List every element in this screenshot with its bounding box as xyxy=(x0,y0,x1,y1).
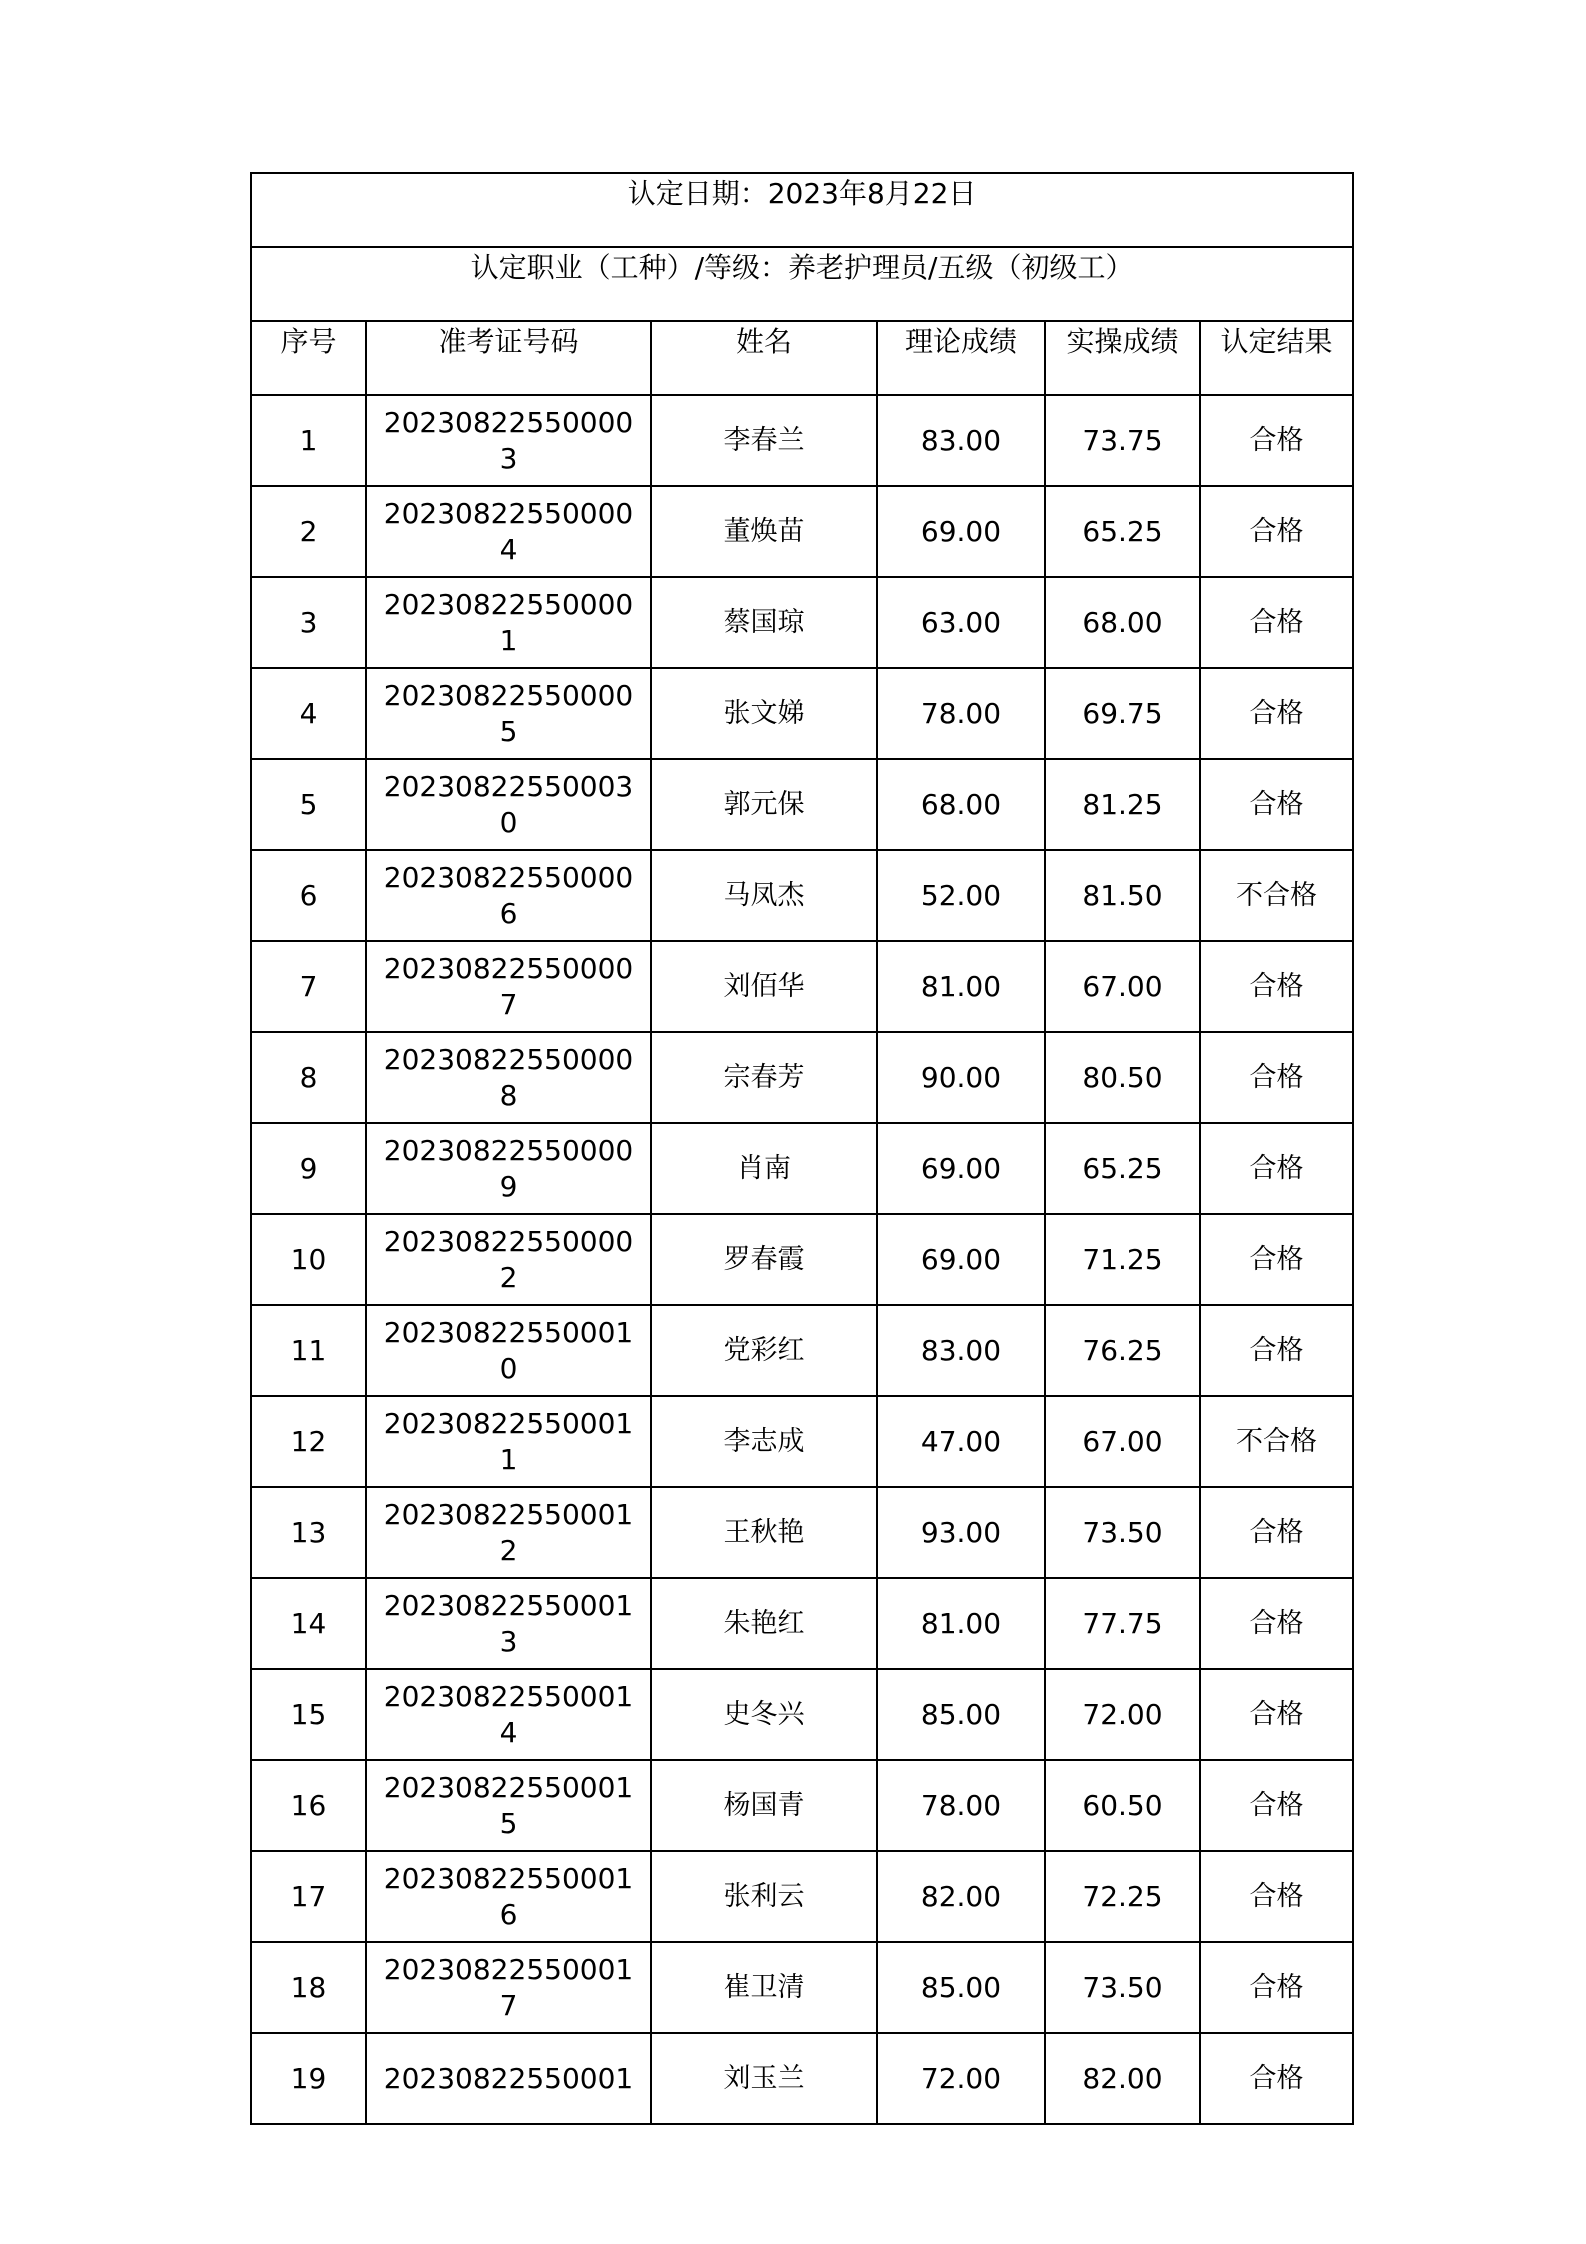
ticket-number xyxy=(366,1032,651,1123)
practice-score: 81.25 xyxy=(1045,759,1200,850)
row-number: 14 xyxy=(251,1578,366,1669)
theory-score: 52.00 xyxy=(877,850,1045,941)
practice-score: 65.25 xyxy=(1045,1123,1200,1214)
table-row xyxy=(251,1851,1353,1942)
table-row xyxy=(251,668,1353,759)
ticket-number xyxy=(366,1851,651,1942)
header-no: 序号 xyxy=(251,321,366,395)
practice-score: 73.50 xyxy=(1045,1942,1200,2033)
candidate-name: 王秋艳 xyxy=(651,1487,877,1578)
theory-score: 63.00 xyxy=(877,577,1045,668)
row-number: 17 xyxy=(251,1851,366,1942)
table-row xyxy=(251,1487,1353,1578)
theory-score: 72.00 xyxy=(877,2033,1045,2124)
row-number: 19 xyxy=(251,2033,366,2124)
candidate-name: 刘佰华 xyxy=(651,941,877,1032)
ticket-number xyxy=(366,668,651,759)
candidate-name: 董焕苗 xyxy=(651,486,877,577)
ticket-number-text: 202308225500002 xyxy=(383,1224,634,1294)
practice-score: 72.25 xyxy=(1045,1851,1200,1942)
row-number: 2 xyxy=(251,486,366,577)
theory-score: 68.00 xyxy=(877,759,1045,850)
certification-result: 合格 xyxy=(1200,577,1353,668)
candidate-name: 刘玉兰 xyxy=(651,2033,877,2124)
certification-result: 合格 xyxy=(1200,486,1353,577)
ticket-number-text: 202308225500004 xyxy=(383,496,634,566)
certification-result: 不合格 xyxy=(1200,850,1353,941)
ticket-number-text: 202308225500009 xyxy=(383,1133,634,1203)
candidate-name: 崔卫清 xyxy=(651,1942,877,2033)
ticket-number-text: 202308225500007 xyxy=(383,951,634,1021)
table-row xyxy=(251,395,1353,486)
practice-score: 80.50 xyxy=(1045,1032,1200,1123)
certification-result: 合格 xyxy=(1200,1578,1353,1669)
table-row xyxy=(251,759,1353,850)
row-number: 1 xyxy=(251,395,366,486)
ticket-number xyxy=(366,1669,651,1760)
practice-score: 65.25 xyxy=(1045,486,1200,577)
theory-score: 85.00 xyxy=(877,1942,1045,2033)
row-number: 6 xyxy=(251,850,366,941)
candidate-name: 李春兰 xyxy=(651,395,877,486)
certification-date: 认定日期：2023年8月22日 xyxy=(251,173,1353,247)
candidate-name: 罗春霞 xyxy=(651,1214,877,1305)
certification-result: 合格 xyxy=(1200,1123,1353,1214)
row-number: 15 xyxy=(251,1669,366,1760)
practice-score: 73.50 xyxy=(1045,1487,1200,1578)
occupation-level: 认定职业（工种）/等级：养老护理员/五级（初级工） xyxy=(251,247,1353,321)
table-row xyxy=(251,1305,1353,1396)
candidate-name: 蔡国琼 xyxy=(651,577,877,668)
certification-result: 合格 xyxy=(1200,1760,1353,1851)
practice-score: 67.00 xyxy=(1045,941,1200,1032)
table-row xyxy=(251,1123,1353,1214)
row-number: 7 xyxy=(251,941,366,1032)
date-row xyxy=(251,173,1353,247)
candidate-name: 肖南 xyxy=(651,1123,877,1214)
certification-result: 合格 xyxy=(1200,1487,1353,1578)
ticket-number-text: 202308225500005 xyxy=(383,678,634,748)
certification-result: 不合格 xyxy=(1200,1396,1353,1487)
candidate-name: 张文娣 xyxy=(651,668,877,759)
certification-result: 合格 xyxy=(1200,941,1353,1032)
ticket-number-text: 202308225500011 xyxy=(383,1406,634,1476)
row-number: 9 xyxy=(251,1123,366,1214)
ticket-number xyxy=(366,941,651,1032)
candidate-name: 李志成 xyxy=(651,1396,877,1487)
row-number: 11 xyxy=(251,1305,366,1396)
practice-score: 69.75 xyxy=(1045,668,1200,759)
table-row xyxy=(251,1942,1353,2033)
theory-score: 78.00 xyxy=(877,1760,1045,1851)
table-row xyxy=(251,941,1353,1032)
practice-score: 77.75 xyxy=(1045,1578,1200,1669)
ticket-number-text: 202308225500006 xyxy=(383,860,634,930)
certification-result: 合格 xyxy=(1200,1032,1353,1123)
ticket-number xyxy=(366,2033,651,2124)
theory-score: 69.00 xyxy=(877,1214,1045,1305)
certification-result: 合格 xyxy=(1200,2033,1353,2124)
header-theory: 理论成绩 xyxy=(877,321,1045,395)
theory-score: 83.00 xyxy=(877,395,1045,486)
candidate-name: 党彩红 xyxy=(651,1305,877,1396)
table-row xyxy=(251,2033,1353,2124)
practice-score: 72.00 xyxy=(1045,1669,1200,1760)
candidate-name: 宗春芳 xyxy=(651,1032,877,1123)
theory-score: 85.00 xyxy=(877,1669,1045,1760)
theory-score: 69.00 xyxy=(877,1123,1045,1214)
ticket-number-text: 20230822550001 xyxy=(383,2061,634,2095)
theory-score: 78.00 xyxy=(877,668,1045,759)
theory-score: 47.00 xyxy=(877,1396,1045,1487)
ticket-number xyxy=(366,1123,651,1214)
practice-score: 82.00 xyxy=(1045,2033,1200,2124)
candidate-name: 朱艳红 xyxy=(651,1578,877,1669)
header-name: 姓名 xyxy=(651,321,877,395)
header-result: 认定结果 xyxy=(1200,321,1353,395)
table-row xyxy=(251,486,1353,577)
candidate-name: 史冬兴 xyxy=(651,1669,877,1760)
practice-score: 73.75 xyxy=(1045,395,1200,486)
certification-result: 合格 xyxy=(1200,1851,1353,1942)
header-ticket: 准考证号码 xyxy=(366,321,651,395)
theory-score: 81.00 xyxy=(877,941,1045,1032)
header-row xyxy=(251,321,1353,395)
candidate-name: 马凤杰 xyxy=(651,850,877,941)
row-number: 13 xyxy=(251,1487,366,1578)
header-practice: 实操成绩 xyxy=(1045,321,1200,395)
table-row xyxy=(251,1032,1353,1123)
ticket-number xyxy=(366,577,651,668)
practice-score: 68.00 xyxy=(1045,577,1200,668)
ticket-number xyxy=(366,1305,651,1396)
row-number: 3 xyxy=(251,577,366,668)
ticket-number-text: 202308225500015 xyxy=(383,1770,634,1840)
ticket-number xyxy=(366,1760,651,1851)
row-number: 18 xyxy=(251,1942,366,2033)
candidate-name: 郭元保 xyxy=(651,759,877,850)
theory-score: 81.00 xyxy=(877,1578,1045,1669)
ticket-number xyxy=(366,759,651,850)
occupation-row xyxy=(251,247,1353,321)
row-number: 10 xyxy=(251,1214,366,1305)
row-number: 5 xyxy=(251,759,366,850)
ticket-number xyxy=(366,1942,651,2033)
certification-result: 合格 xyxy=(1200,759,1353,850)
practice-score: 67.00 xyxy=(1045,1396,1200,1487)
practice-score: 60.50 xyxy=(1045,1760,1200,1851)
candidate-name: 杨国青 xyxy=(651,1760,877,1851)
row-number: 4 xyxy=(251,668,366,759)
ticket-number-text: 202308225500014 xyxy=(383,1679,634,1749)
table-row xyxy=(251,850,1353,941)
table-row xyxy=(251,1669,1353,1760)
row-number: 8 xyxy=(251,1032,366,1123)
table-row xyxy=(251,1396,1353,1487)
practice-score: 76.25 xyxy=(1045,1305,1200,1396)
theory-score: 93.00 xyxy=(877,1487,1045,1578)
practice-score: 81.50 xyxy=(1045,850,1200,941)
ticket-number-text: 202308225500013 xyxy=(383,1588,634,1658)
candidate-name: 张利云 xyxy=(651,1851,877,1942)
results-table xyxy=(250,172,1354,2125)
certification-result: 合格 xyxy=(1200,1942,1353,2033)
certification-result: 合格 xyxy=(1200,668,1353,759)
certification-result: 合格 xyxy=(1200,1214,1353,1305)
theory-score: 83.00 xyxy=(877,1305,1045,1396)
certification-result: 合格 xyxy=(1200,1669,1353,1760)
ticket-number xyxy=(366,1214,651,1305)
ticket-number-text: 202308225500010 xyxy=(383,1315,634,1385)
ticket-number-text: 202308225500012 xyxy=(383,1497,634,1567)
ticket-number-text: 202308225500001 xyxy=(383,587,634,657)
practice-score: 71.25 xyxy=(1045,1214,1200,1305)
ticket-number-text: 202308225500017 xyxy=(383,1952,634,2022)
table-row xyxy=(251,1760,1353,1851)
certification-result: 合格 xyxy=(1200,395,1353,486)
ticket-number-text: 202308225500003 xyxy=(383,405,634,475)
table-row xyxy=(251,1214,1353,1305)
ticket-number xyxy=(366,1487,651,1578)
theory-score: 82.00 xyxy=(877,1851,1045,1942)
certification-result: 合格 xyxy=(1200,1305,1353,1396)
theory-score: 69.00 xyxy=(877,486,1045,577)
table-row xyxy=(251,1578,1353,1669)
ticket-number xyxy=(366,1396,651,1487)
ticket-number-text: 202308225500030 xyxy=(383,769,634,839)
theory-score: 90.00 xyxy=(877,1032,1045,1123)
ticket-number xyxy=(366,1578,651,1669)
ticket-number-text: 202308225500008 xyxy=(383,1042,634,1112)
table-row xyxy=(251,577,1353,668)
ticket-number xyxy=(366,850,651,941)
ticket-number-text: 202308225500016 xyxy=(383,1861,634,1931)
row-number: 16 xyxy=(251,1760,366,1851)
row-number: 12 xyxy=(251,1396,366,1487)
ticket-number xyxy=(366,395,651,486)
ticket-number xyxy=(366,486,651,577)
